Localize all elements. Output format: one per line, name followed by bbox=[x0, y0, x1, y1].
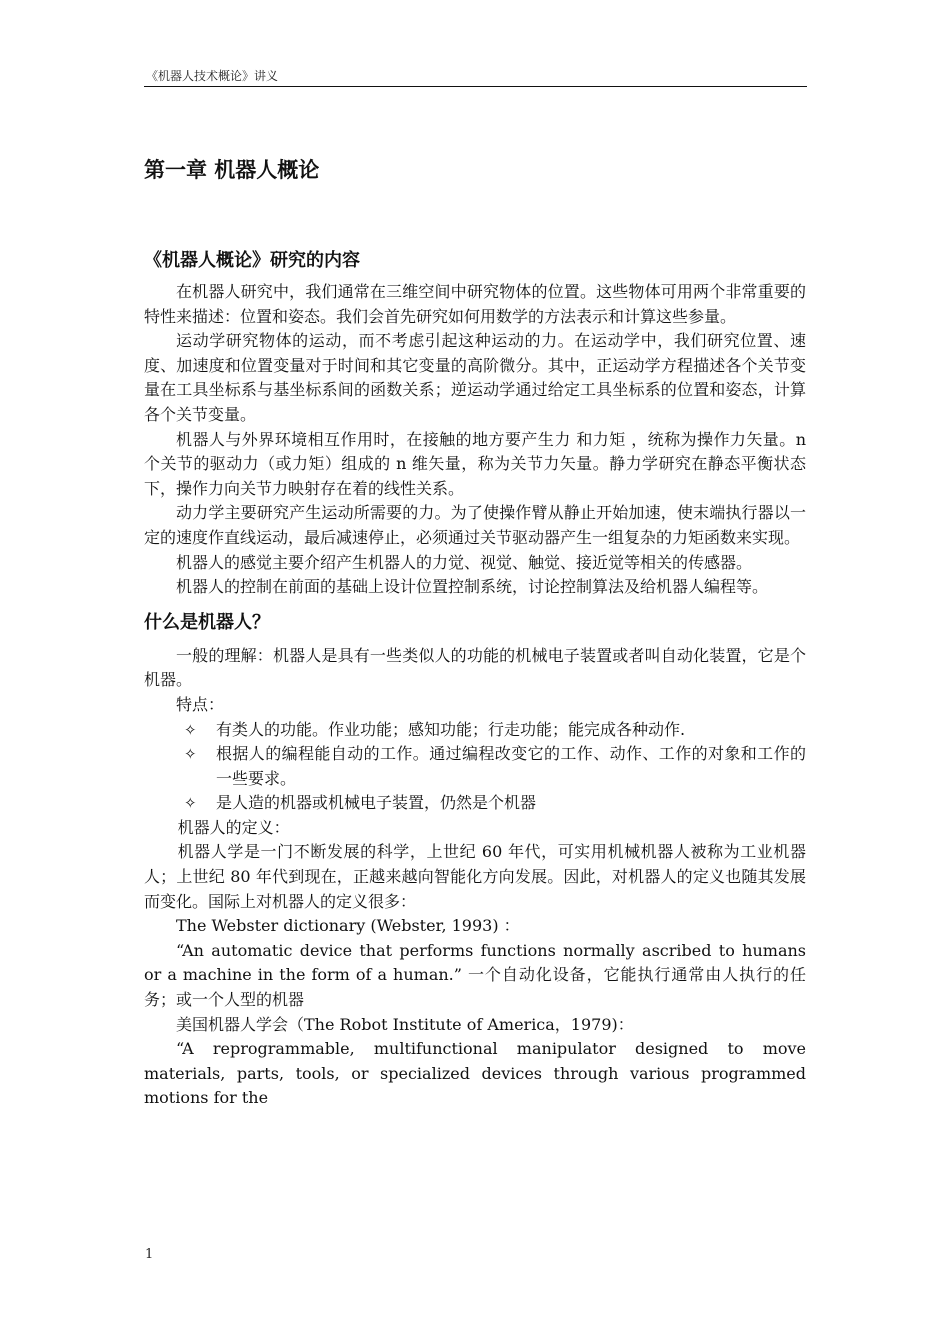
ria-quote: “A reprogrammable, multifunctional manipulator designed to move materials, parts, tools, or specialized devices through various programmed motions for the bbox=[144, 1039, 806, 1108]
header-rule bbox=[144, 86, 807, 87]
paragraph-general-understanding: 一般的理解：机器人是具有一些类似人的功能的机械电子装置或者叫自动化装置，它是个机器。 bbox=[144, 645, 806, 690]
webster-source: The Webster dictionary (Webster, 1993) ： bbox=[176, 916, 520, 936]
paragraph-control: 机器人的控制在前面的基础上设计位置控制系统，讨论控制算法及给机器人编程等。 bbox=[176, 577, 769, 597]
chapter-title: 第一章 机器人概论 bbox=[144, 158, 320, 182]
diamond-star-icon: ✧ bbox=[184, 745, 197, 764]
section-title-what-is-robot: 什么是机器人？ bbox=[144, 611, 270, 633]
paragraph-kinematics: 运动学研究物体的运动，而不考虑引起这种运动的力。在运动学中，我们研究位置、速度、加速度和位置变量对于时间和其它变量的高阶微分。其中，正运动学方程描述各个关节变量在工具坐标系与基坐标系间的函数关系；逆运动学通过给定工具坐标系的位置和姿态，计算各个关节变量。 bbox=[144, 331, 806, 424]
document-body bbox=[144, 152, 806, 1111]
feature-text: 是人造的机器或机械电子装置，仍然是个机器 bbox=[216, 793, 537, 813]
ria-source: 美国机器人学会（The Robot Institute of America，1979)： bbox=[176, 1014, 634, 1034]
paragraph-position-orientation: 在机器人研究中，我们通常在三维空间中研究物体的位置。这些物体可用两个非常重要的特性来描述：位置和姿态。我们会首先研究如何用数学的方法表示和计算这些参量。 bbox=[144, 282, 806, 326]
paragraph-definition: 机器人学是一门不断发展的科学，上世纪 60 年代，可实用机械机器人被称为工业机器人；上世纪 80 年代到现在，正越来越向智能化方向发展。因此，对机器人的定义也随其发展而变化。国际上对机器人的定义很多： bbox=[144, 842, 806, 911]
features-label: 特点： bbox=[176, 694, 225, 714]
definition-label: 机器人的定义： bbox=[177, 817, 290, 837]
feature-text: 有类人的功能。作业功能；感知功能；行走功能；能完成各种动作. bbox=[216, 719, 686, 739]
page-number: 1 bbox=[145, 1247, 154, 1262]
paragraph-dynamics: 动力学主要研究产生运动所需要的力。为了使操作臂从静止开始加速，使末端执行器以一定的速度作直线运动，最后减速停止，必须通过关节驱动器产生一组复杂的力矩函数来实现。 bbox=[144, 503, 806, 547]
list-item bbox=[144, 718, 806, 743]
diamond-star-icon: ✧ bbox=[184, 720, 197, 739]
section-title-content: 《机器人概论》研究的内容 bbox=[144, 250, 360, 271]
list-item bbox=[144, 791, 806, 816]
paragraph-sensing: 机器人的感觉主要介绍产生机器人的力觉、视觉、触觉、接近觉等相关的传感器。 bbox=[176, 552, 753, 572]
features-list bbox=[144, 718, 806, 816]
list-item bbox=[144, 742, 806, 791]
webster-quote: “An automatic device that performs functions normally ascribed to humans or a machine in the form of a human.” 一个自动化设备，它能执行通常由人执行的任务；或一个人型的机器 bbox=[144, 940, 806, 1010]
paragraph-statics: 机器人与外界环境相互作用时，在接触的地方要产生力 和力矩 ，统称为操作力矢量。n 个关节的驱动力（或力矩）组成的 n 维矢量，称为关节力矢量。静力学研究在静态平衡状态下，操作力向关节力映射存在着的线性关系。 bbox=[144, 429, 806, 498]
running-header: 《机器人技术概论》讲义 bbox=[146, 69, 279, 83]
feature-text: 根据人的编程能自动的工作。通过编程改变它的工作、动作、工作的对象和工作的一些要求。 bbox=[216, 744, 806, 788]
diamond-star-icon: ✧ bbox=[184, 794, 197, 813]
